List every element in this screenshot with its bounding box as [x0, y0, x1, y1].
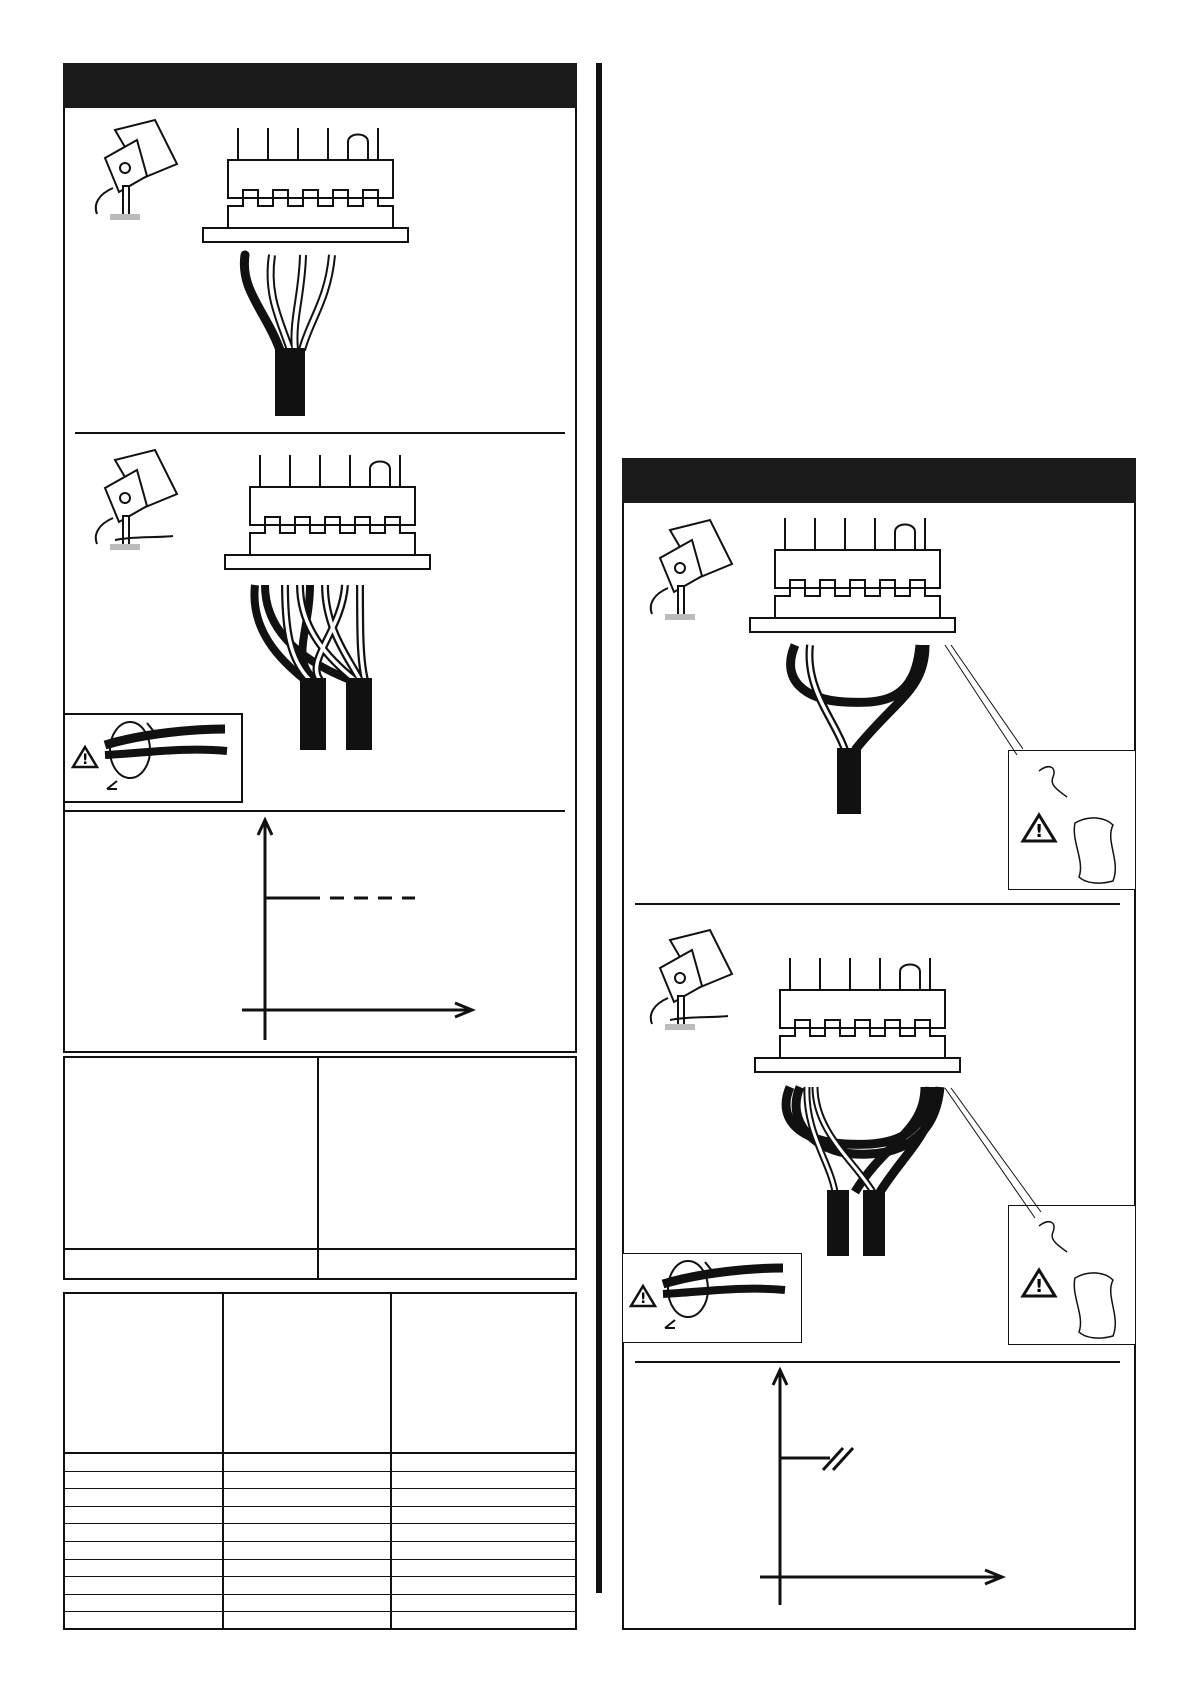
- warning-twist-icon: [623, 1254, 801, 1342]
- floodlight-icon: [640, 928, 740, 1038]
- spec-table-small: [63, 1056, 577, 1280]
- table-row-divider: [64, 1506, 576, 1507]
- terminal-block: [765, 518, 965, 638]
- terminal-block: [240, 455, 440, 575]
- left-divider-1: [75, 432, 565, 434]
- right-divider-2: [635, 1361, 1120, 1363]
- svg-text:!: !: [1035, 1276, 1044, 1297]
- left-graph: [240, 815, 480, 1045]
- table-row-divider: [64, 1576, 576, 1577]
- left-twist-inset: [63, 713, 243, 803]
- spec-table-small-col-divider: [317, 1057, 319, 1279]
- warning-sealant-bag-icon: [1009, 751, 1135, 889]
- sealant-callout-lines: [945, 1088, 1045, 1228]
- terminal-block: [218, 128, 418, 248]
- table-row-divider: [64, 1594, 576, 1595]
- terminal-block: [770, 958, 970, 1078]
- cable-two-bundles: [250, 580, 390, 755]
- right-graph: [755, 1365, 1005, 1610]
- column-separator: [596, 63, 602, 1593]
- svg-text:!: !: [1035, 821, 1044, 842]
- spec-table-large: [63, 1292, 577, 1630]
- sealant-callout-lines: [945, 645, 1025, 765]
- left-divider-2: [65, 810, 565, 812]
- svg-text:!: !: [82, 752, 89, 768]
- table-row-divider: [64, 1541, 576, 1542]
- spec-table-large-header-rule: [64, 1452, 576, 1454]
- floodlight-icon: [85, 448, 185, 558]
- spec-table-large-col-divider-2: [390, 1293, 392, 1629]
- table-row-divider: [64, 1488, 576, 1489]
- svg-text:!: !: [640, 1291, 647, 1307]
- graph-break-mark-2: [833, 1448, 853, 1470]
- right-twist-inset: [622, 1253, 802, 1343]
- cable-four-wire: [240, 250, 350, 420]
- left-panel-header: [63, 63, 577, 108]
- floodlight-icon: [640, 518, 740, 628]
- right-divider-1: [635, 903, 1120, 905]
- spec-table-small-footer-rule: [64, 1248, 576, 1250]
- table-row-divider: [64, 1611, 576, 1612]
- table-row-divider: [64, 1471, 576, 1472]
- spec-table-large-col-divider-1: [222, 1293, 224, 1629]
- right-panel-header: [622, 458, 1136, 503]
- warning-twist-icon: [65, 715, 241, 801]
- floodlight-icon: [85, 118, 185, 228]
- table-row-divider: [64, 1559, 576, 1560]
- right-sealant-inset-1: [1008, 750, 1136, 890]
- table-row-divider: [64, 1523, 576, 1524]
